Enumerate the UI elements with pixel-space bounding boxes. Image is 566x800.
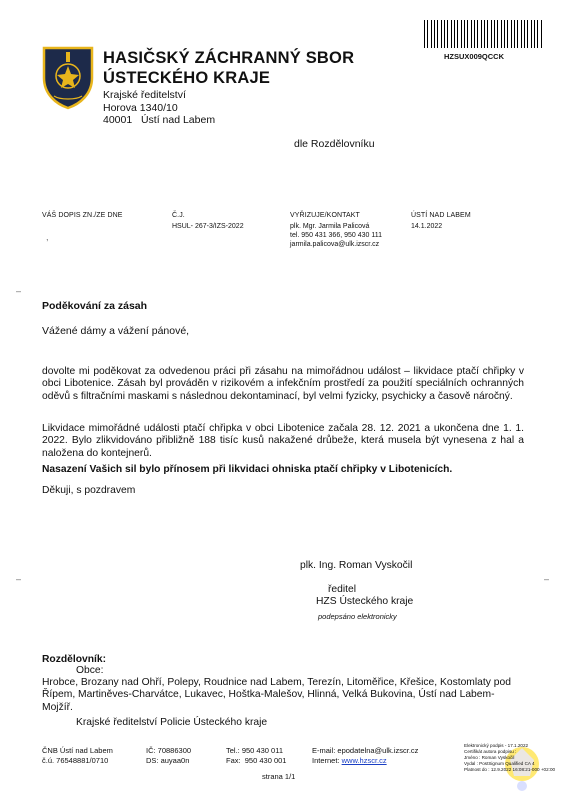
body-paragraph-2: Likvidace mimořádné události ptačí chřipka v obci Libotenice začala 28. 12. 2021 a ukončena dne 1. 1. 2022. Bylo zlikvidováno přibližně 188 tisíc kusů nakažené drůbeže, která musela být vynesena z hal a naložena do kontejnerů. <box>42 423 524 459</box>
org-address <box>103 89 215 127</box>
barcode-bar <box>501 20 502 48</box>
footer-email-link[interactable]: epodatelna@ulk.izscr.cz <box>337 746 419 755</box>
barcode-bar <box>517 20 518 48</box>
barcode-bar <box>524 20 525 48</box>
barcode-bar <box>484 20 485 48</box>
org-address-line3: 40001 Ústí nad Labem <box>103 114 216 126</box>
contact-email: jarmila.palicova@ulk.izscr.cz <box>290 241 380 249</box>
contact-label: VYŘIZUJE/KONTAKT <box>290 212 360 219</box>
barcode <box>424 20 542 48</box>
barcode-bar <box>527 20 528 48</box>
barcode-bar <box>481 20 482 48</box>
footer-ds: DS: auyaa0n <box>146 755 190 765</box>
barcode-bar <box>497 20 498 48</box>
your-letter-label: VÁŠ DOPIS ZN./ZE DNE <box>42 212 123 219</box>
barcode-bar <box>537 20 538 48</box>
footer-phones <box>226 746 286 765</box>
barcode-ref: HZSUX009QCCK <box>444 52 505 61</box>
barcode-bar <box>447 20 448 48</box>
org-address-line2: Horova 1340/10 <box>103 101 178 114</box>
stamp-line2: Certifikát autora podpisu : <box>464 749 517 754</box>
signature-role: ředitel <box>328 584 357 595</box>
barcode-bar <box>427 20 428 48</box>
barcode-bar <box>454 20 455 48</box>
fold-mark-left-top: – <box>16 286 22 296</box>
footer-bank-line1: ČNB Ústí nad Labem <box>42 746 113 755</box>
footer-tel: Tel.: 950 430 011 <box>226 746 283 755</box>
barcode-bar <box>487 20 488 48</box>
footer-ids <box>146 746 191 765</box>
signature-electronic-note: podepsáno elektronicky <box>318 612 397 621</box>
barcode-bar <box>514 20 515 48</box>
barcode-bar <box>511 20 512 48</box>
org-title <box>103 48 354 88</box>
barcode-bar <box>444 20 445 48</box>
place-label: ÚSTÍ NAD LABEM <box>411 212 471 219</box>
letter-subject: Poděkování za zásah <box>42 300 148 312</box>
stamp-line3: Jméno : Roman Vyskočil <box>464 755 515 760</box>
fold-mark-right-bottom: – <box>544 574 550 584</box>
org-title-line2: ÚSTECKÉHO KRAJE <box>103 69 271 87</box>
barcode-bar <box>541 20 542 48</box>
barcode-bar <box>451 20 452 48</box>
signature-name: plk. Ing. Roman Vyskočil <box>300 560 413 571</box>
footer-web-link[interactable]: www.hzscr.cz <box>341 755 387 765</box>
org-title-line1: HASIČSKÝ ZÁCHRANNÝ SBOR <box>103 49 355 67</box>
barcode-bar <box>431 20 432 48</box>
org-address-line1: Krajské ředitelství <box>103 89 186 101</box>
e-signature-stamp-text <box>464 743 562 773</box>
barcode-bar <box>441 20 442 48</box>
barcode-bar <box>494 20 495 48</box>
barcode-bar <box>504 20 505 48</box>
barcode-bar <box>474 20 475 48</box>
stamp-line5: Platnost do : 12.9.2022 16:08:21-000 +02:00 <box>464 767 556 772</box>
distribution-police: Krajské ředitelství Policie Ústeckého kraje <box>76 717 268 728</box>
barcode-bar <box>467 20 468 48</box>
barcode-bar <box>461 20 462 48</box>
contact-name: plk. Mgr. Jarmila Palicová <box>290 223 370 230</box>
fire-rescue-emblem-icon <box>40 44 96 110</box>
distribution-obce-list: Hrobce, Brozany nad Ohří, Polepy, Roudnice nad Labem, Terezín, Litoměřice, Křešice, Kostomlaty pod Řípem, Martiněves-Charvátce, Lukavec, Hoštka-Malešov, Hlinná, Velká Bukovina, Ústí nad Labem-Mojžíř. <box>42 677 511 713</box>
barcode-bar <box>457 20 458 48</box>
page-number: strana 1/1 <box>262 772 296 781</box>
barcode-bar <box>437 20 438 48</box>
barcode-bar <box>507 20 508 48</box>
distribution-title: Rozdělovník: <box>42 654 107 665</box>
barcode-bar <box>534 20 535 48</box>
ref-label: Č.J. <box>172 212 185 219</box>
footer-email-label: E-mail: <box>312 746 338 755</box>
contact-phone: tel. 950 431 366, 950 430 111 <box>290 232 382 240</box>
ref-value: HSUL- 267-3/IZS-2022 <box>172 223 244 230</box>
footer-contacts <box>312 746 418 765</box>
body-bold-statement: Nasazení Vašich sil bylo přínosem při likvidaci ohniska ptačí chřipky v Libotenicích. <box>42 464 453 475</box>
barcode-bar <box>464 20 465 48</box>
footer-bank <box>42 746 113 765</box>
salutation: Vážené dámy a vážení pánové, <box>42 325 190 337</box>
closing: Děkuji, s pozdravem <box>42 485 136 496</box>
footer-ic: IČ: 70886300 <box>146 746 192 755</box>
barcode-bar <box>477 20 478 48</box>
barcode-bar <box>491 20 492 48</box>
date-value: 14.1.2022 <box>411 223 443 230</box>
empty-field-mark: , <box>46 232 49 242</box>
footer-web-label: Internet: <box>312 755 342 765</box>
body-paragraph-1: dovolte mi poděkovat za odvedenou práci při zásahu na mimořádnou událost – likvidace ptačí chřipky v obci Libotenice. Zásah byl prováděn v rizikovém a infekčním prostředí za použití speciálních ochranných oděvů s filtračními maskami s následnou dekontaminací, byl velmi fyzicky, psychicky a časově náročný. <box>42 366 524 402</box>
footer-fax: Fax: 950 430 001 <box>226 755 287 765</box>
stamp-line1: Elektronický podpis - 17.1.2022 <box>464 743 529 748</box>
barcode-bar <box>434 20 435 48</box>
signature-unit: HZS Ústeckého kraje <box>316 596 414 607</box>
contact-block <box>290 222 382 250</box>
barcode-bar <box>531 20 532 48</box>
recipient: dle Rozdělovníku <box>294 138 375 150</box>
distribution-obce-label: Obce: <box>76 665 104 676</box>
stamp-line4: Vydal : PostSignum Qualified CA 4 <box>464 761 535 766</box>
fold-mark-left-bottom: – <box>16 574 22 584</box>
barcode-bar <box>471 20 472 48</box>
barcode-bar <box>521 20 522 48</box>
footer-bank-line2: č.ú. 76548881/0710 <box>42 755 109 765</box>
barcode-bar <box>424 20 425 48</box>
